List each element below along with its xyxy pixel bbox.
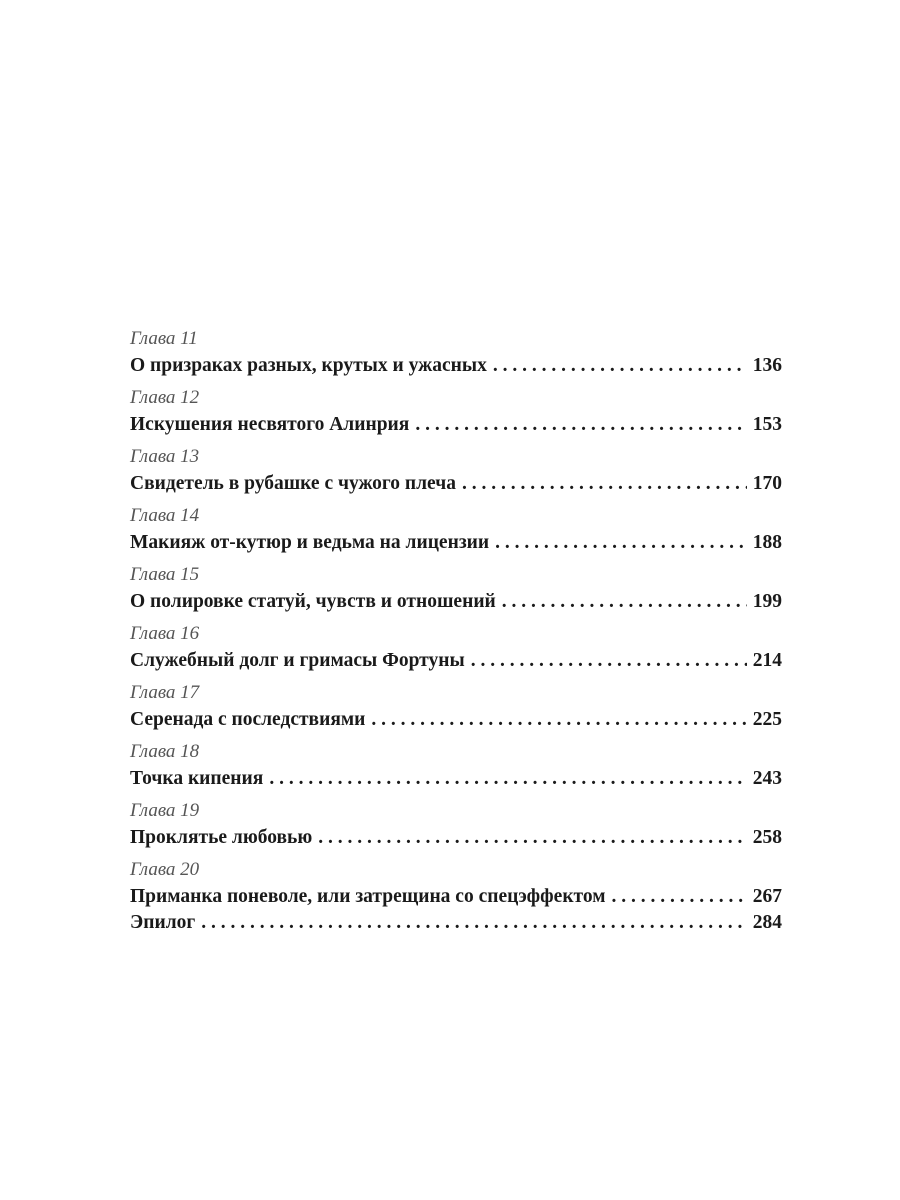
toc-entry[interactable] — [130, 621, 782, 680]
chapter-line — [130, 469, 782, 499]
toc-entry[interactable] — [130, 562, 782, 621]
entry-page-number: 267 — [752, 886, 782, 907]
dot-leader — [493, 351, 747, 381]
dot-leader — [201, 908, 747, 938]
entry-title: Серенада с последствиями — [130, 709, 366, 730]
entry-title: О призраках разных, крутых и ужасных — [130, 355, 487, 376]
dot-leader — [462, 469, 747, 499]
dot-leader — [371, 705, 746, 735]
chapter-line — [130, 764, 782, 794]
entry-page-number: 243 — [752, 768, 782, 789]
entry-title: Искушения несвятого Алинрия — [130, 414, 410, 435]
toc-entry[interactable] — [130, 680, 782, 739]
entry-title: Эпилог — [130, 912, 196, 933]
chapter-list — [130, 326, 782, 916]
dot-leader — [269, 764, 746, 794]
entry-page-number: 153 — [752, 414, 782, 435]
chapter-line — [130, 705, 782, 735]
chapter-label: Глава 11 — [130, 328, 198, 349]
chapter-line — [130, 587, 782, 617]
toc-entry[interactable] — [130, 385, 782, 444]
chapter-label: Глава 13 — [130, 446, 200, 467]
toc-entry[interactable] — [130, 503, 782, 562]
entry-page-number: 214 — [752, 650, 782, 671]
entry-page-number: 188 — [752, 532, 782, 553]
entry-page-number: 284 — [752, 912, 782, 933]
entry-page-number: 258 — [752, 827, 782, 848]
toc-entry[interactable] — [130, 798, 782, 857]
chapter-label: Глава 15 — [130, 564, 200, 585]
entry-title: Приманка поневоле, или затрещина со спецэффектом — [130, 886, 606, 907]
toc-entry[interactable] — [130, 444, 782, 503]
entry-title: Свидетель в рубашке с чужого плеча — [130, 473, 456, 494]
entry-title: Служебный долг и гримасы Фортуны — [130, 650, 465, 671]
chapter-label: Глава 12 — [130, 387, 200, 408]
chapter-label: Глава 18 — [130, 741, 200, 762]
chapter-label: Глава 17 — [130, 682, 200, 703]
entry-page-number: 225 — [752, 709, 782, 730]
chapter-line — [130, 823, 782, 853]
entry-title: О полировке статуй, чувств и отношений — [130, 591, 496, 612]
toc-entry[interactable] — [130, 739, 782, 798]
entry-page-number: 199 — [752, 591, 782, 612]
entry-page-number: 170 — [752, 473, 782, 494]
dot-leader — [415, 410, 746, 440]
chapter-line — [130, 351, 782, 381]
dot-leader — [495, 528, 747, 558]
toc-entry-epilogue[interactable] — [130, 908, 782, 938]
dot-leader — [471, 646, 747, 676]
toc-entry[interactable] — [130, 326, 782, 385]
table-of-contents — [130, 326, 782, 938]
entry-page-number: 136 — [752, 355, 782, 376]
chapter-label: Глава 19 — [130, 800, 200, 821]
chapter-label: Глава 20 — [130, 859, 200, 880]
chapter-line — [130, 410, 782, 440]
chapter-line — [130, 528, 782, 558]
entry-title: Точка кипения — [130, 768, 264, 789]
chapter-label: Глава 14 — [130, 505, 200, 526]
chapter-label: Глава 16 — [130, 623, 200, 644]
chapter-line — [130, 646, 782, 676]
dot-leader — [318, 823, 746, 853]
entry-title: Макияж от-кутюр и ведьма на лицензии — [130, 532, 490, 553]
entry-title: Проклятье любовью — [130, 827, 313, 848]
dot-leader — [502, 587, 747, 617]
